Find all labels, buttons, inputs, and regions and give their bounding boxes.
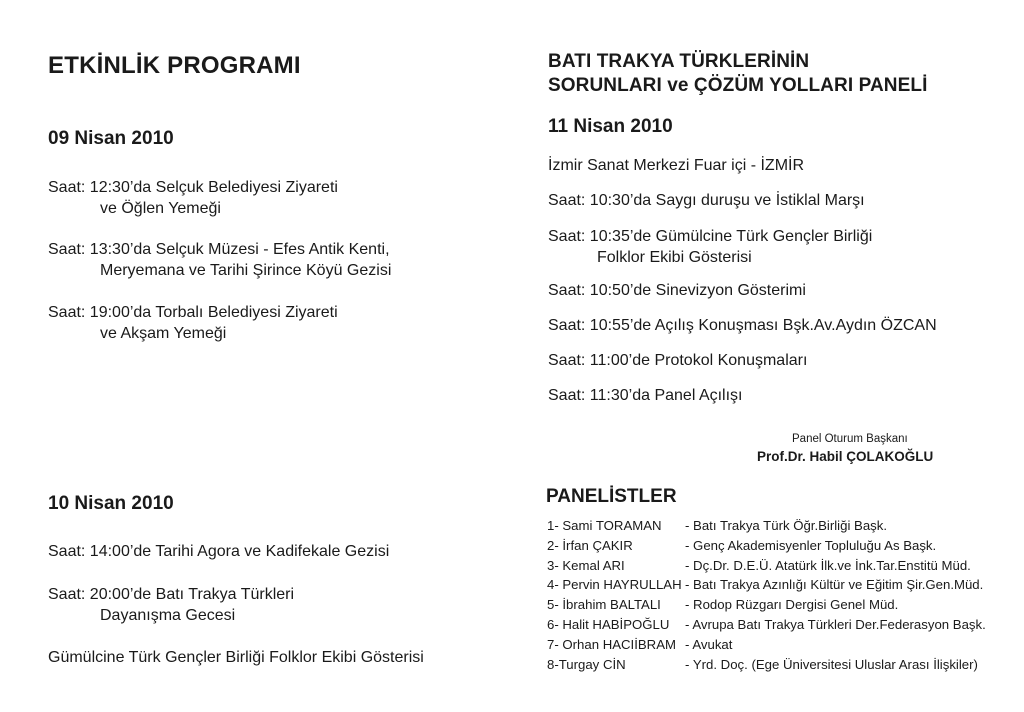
day2-item-3: Gümülcine Türk Gençler Birliği Folklor Ekibi Gösterisi [48, 649, 424, 666]
panelist-row: 7- Orhan HACIİBRAM - Avukat [547, 636, 733, 652]
chair-name: Prof.Dr. Habil ÇOLAKOĞLU [757, 449, 934, 464]
panelist-row: 8-Turgay CİN - Yrd. Doç. (Ege Üniversitesi Uluslar Arası İlişkiler) [547, 656, 978, 672]
panel-item-3: Saat: 10:50’de Sinevizyon Gösterimi [548, 282, 806, 299]
panel-item-2: Saat: 10:35’de Gümülcine Türk Gençler Birliği Folklor Ekibi Gösterisi [548, 228, 873, 266]
day1-item-2: Saat: 13:30’da Selçuk Müzesi - Efes Antik Kenti, Meryemana ve Tarihi Şirince Köyü Gezisi [48, 241, 392, 279]
day2-item-2: Saat: 20:00’de Batı Trakya Türkleri Dayanışma Gecesi [48, 586, 295, 624]
panelist-row: 3- Kemal ARI - Dç.Dr. D.E.Ü. Atatürk İlk.ve İnk.Tar.Enstitü Müd. [547, 557, 971, 573]
day1-item-3: Saat: 19:00’da Torbalı Belediyesi Ziyareti ve Akşam Yemeği [48, 304, 338, 342]
panelist-row: 4- Pervin HAYRULLAH - Batı Trakya Azınlığı Kültür ve Eğitim Şir.Gen.Müd. [547, 577, 984, 593]
panel-item-4: Saat: 10:55’de Açılış Konuşması Bşk.Av.Aydın ÖZCAN [548, 317, 937, 334]
panel-title: BATI TRAKYA TÜRKLERİNİN SORUNLARI ve ÇÖZÜM YOLLARI PANELİ [548, 51, 928, 96]
day1-date: 09 Nisan 2010 [48, 128, 174, 149]
panelists-list [547, 516, 986, 674]
panel-item-6: Saat: 11:30’da Panel Açılışı [548, 387, 743, 404]
panel-item-1: Saat: 10:30’da Saygı duruşu ve İstiklal Marşı [548, 192, 865, 209]
panelist-row: 5- İbrahim BALTALI - Rodop Rüzgarı Dergisi Genel Müd. [547, 597, 899, 613]
day1-item-1: Saat: 12:30’da Selçuk Belediyesi Ziyareti ve Öğlen Yemeği [48, 179, 338, 217]
day2-item-1: Saat: 14:00’de Tarihi Agora ve Kadifekale Gezisi [48, 543, 390, 560]
panel-date: 11 Nisan 2010 [548, 116, 673, 137]
panel-item-5: Saat: 11:00’de Protokol Konuşmaları [548, 352, 808, 369]
chair-label: Panel Oturum Başkanı [792, 433, 908, 445]
day2-date: 10 Nisan 2010 [48, 493, 174, 514]
panelist-row: 2- İrfan ÇAKIR - Genç Akademisyenler Topluluğu As Başk. [547, 537, 937, 553]
panelist-row: 1- Sami TORAMAN - Batı Trakya Türk Öğr.Birliği Başk. [547, 518, 888, 533]
panel-venue: İzmir Sanat Merkezi Fuar içi - İZMİR [548, 157, 805, 174]
panelists-title: PANELİSTLER [546, 486, 677, 507]
program-title: ETKİNLİK PROGRAMI [48, 52, 301, 79]
panelist-row: 6- Halit HABİPOĞLU - Avrupa Batı Trakya Türkleri Der.Federasyon Başk. [547, 616, 986, 632]
